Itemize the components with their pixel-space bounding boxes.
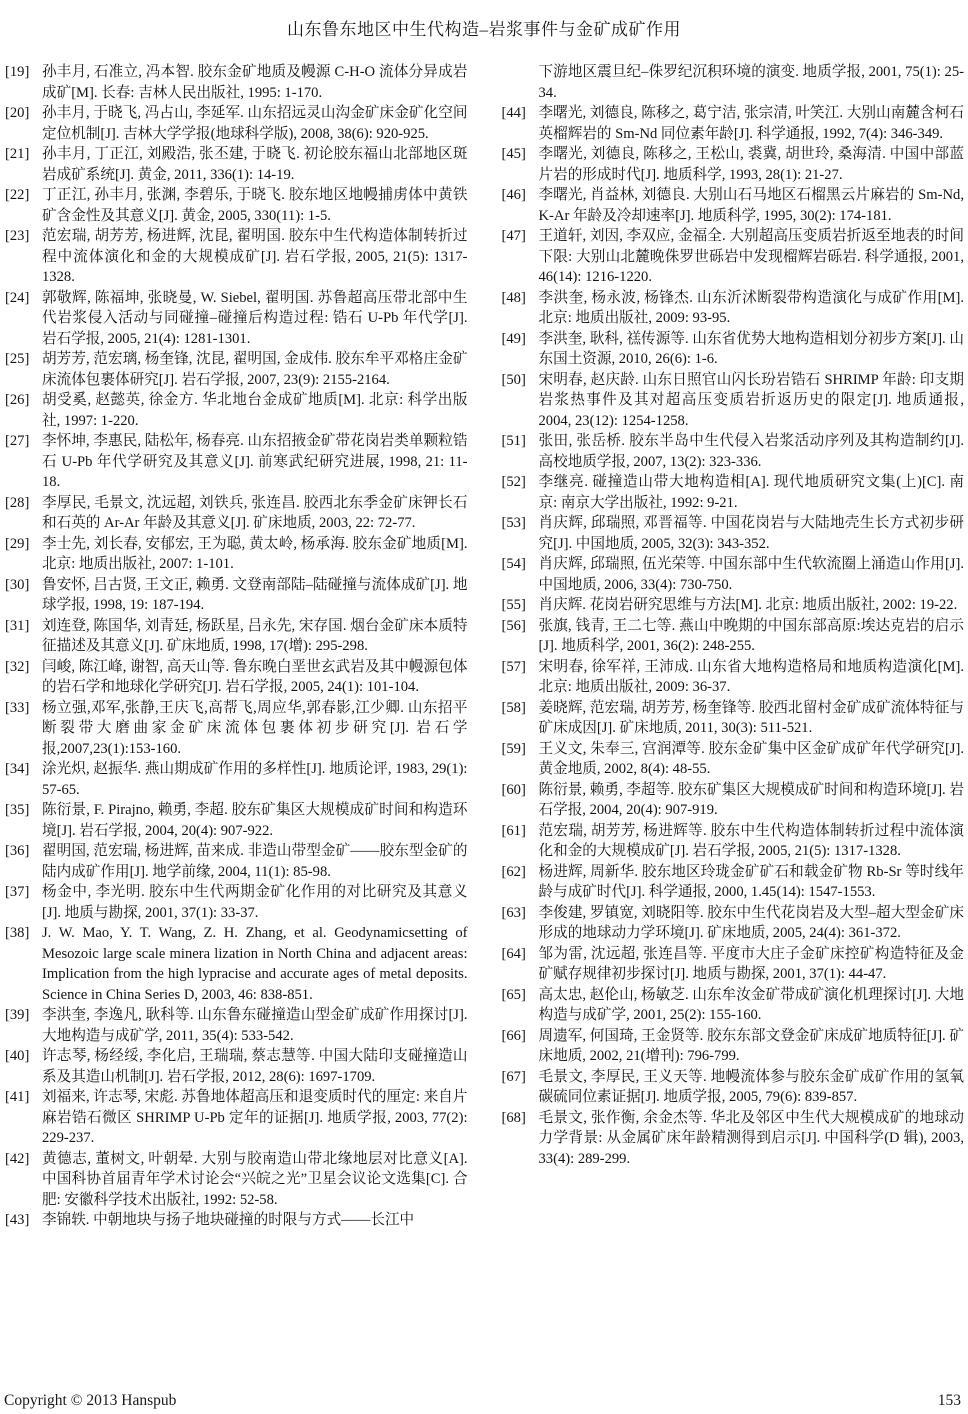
reference-number: [63]: [501, 904, 526, 921]
reference-item: [5, 657, 468, 698]
reference-item: [502, 144, 965, 185]
reference-item: [5, 698, 468, 760]
reference-number: [38]: [5, 925, 30, 941]
reference-item: [502, 821, 965, 862]
reference-number: [55]: [501, 597, 526, 613]
reference-number: [40]: [5, 1048, 30, 1064]
reference-text: 胡受奚, 赵懿英, 徐金方. 华北地台金成矿地质[M]. 北京: 科学出版社, 1997: 1-220.: [42, 392, 468, 429]
reference-text: 李士先, 刘长春, 安郁宏, 王为聪, 黄太岭, 杨承海. 胶东金矿地质[M]. 北京: 地质出版社, 2007: 1-101.: [42, 535, 468, 572]
reference-number: [29]: [5, 535, 30, 552]
reference-number: [42]: [5, 1150, 30, 1167]
reference-text: 李洪奎, 杨永波, 杨锋杰. 山东沂沭断裂带构造演化与成矿作用[M]. 北京: 地质出版社, 2009: 93-95.: [538, 289, 964, 326]
references-columns: [0, 62, 968, 1231]
reference-number: [43]: [5, 1212, 30, 1228]
reference-text: 邹为雷, 沈远超, 张连昌等. 平度市大庄子金矿床控矿构造特征及金矿赋存规律初步探讨[J]. 地质与勘探, 2001, 37(1): 44-47.: [538, 945, 964, 982]
reference-text: 毛景文, 李厚民, 王义天等. 地幔流体参与胶东金矿成矿作用的氢氧碳硫同位素证据[J]. 地质学报, 2005, 79(6): 839-857.: [538, 1068, 964, 1105]
reference-item: [5, 1005, 468, 1046]
reference-item: [5, 185, 468, 226]
reference-item: [502, 554, 965, 595]
reference-number: [23]: [5, 228, 30, 244]
reference-text: 李洪奎, 李逸凡, 耿科等. 山东鲁东碰撞造山型金矿成矿作用探讨[J]. 大地构造与成矿学, 2011, 35(4): 533-542.: [42, 1007, 468, 1044]
copyright-text: Copyright © 2013 Hanspub: [4, 1392, 177, 1409]
reference-number: [50]: [501, 371, 526, 388]
reference-item: [5, 575, 468, 616]
reference-text: 肖庆辉, 邱瑞照, 伍光荣等. 中国东部中生代软流圈上涌造山作用[J]. 中国地质, 2006, 33(4): 730-750.: [538, 556, 964, 593]
reference-number: [62]: [501, 863, 526, 880]
reference-text: 翟明国, 范宏瑞, 杨进辉, 苗来成. 非造山带型金矿——胶东型金矿的陆内成矿作用[J]. 地学前缘, 2004, 11(1): 85-98.: [42, 843, 468, 880]
reference-number: [54]: [501, 556, 526, 572]
reference-text: 许志琴, 杨经绥, 李化启, 王瑞瑞, 蔡志慧等. 中国大陆印支碰撞造山系及其造山机制[J]. 岩石学报, 2012, 28(6): 1697-1709.: [42, 1048, 468, 1085]
reference-number: [66]: [501, 1027, 526, 1044]
reference-text: 刘连登, 陈国华, 刘青廷, 杨跃星, 吕永先, 宋存国. 烟台金矿床本质特征描述及其意义[J]. 矿床地质, 1998, 17(增): 295-298.: [42, 617, 468, 654]
reference-number: [51]: [501, 433, 526, 449]
reference-item: [502, 944, 965, 985]
reference-number: [67]: [501, 1068, 526, 1085]
reference-item: [5, 288, 468, 350]
reference-number: [49]: [501, 330, 526, 347]
reference-text: 肖庆辉, 邱瑞照, 邓晋福等. 中国花岗岩与大陆地壳生长方式初步研究[J]. 中国地质, 2005, 32(3): 343-352.: [538, 515, 964, 552]
reference-number: [56]: [501, 617, 526, 634]
reference-number: [22]: [5, 187, 30, 203]
reference-number: [53]: [501, 515, 526, 531]
reference-text: 张田, 张岳桥. 胶东半岛中生代侵入岩浆活动序列及其构造制约[J]. 高校地质学报, 2007, 13(2): 323-336.: [538, 433, 964, 470]
reference-number: [59]: [501, 740, 526, 757]
reference-item: [502, 513, 965, 554]
reference-item: [502, 739, 965, 780]
reference-text: 高太忠, 赵伦山, 杨敏芝. 山东牟汝金矿带成矿演化机理探讨[J]. 大地构造与成矿学, 2001, 25(2): 155-160.: [538, 986, 964, 1023]
reference-item: [5, 534, 468, 575]
reference-number: [26]: [5, 392, 30, 408]
reference-number: [39]: [5, 1007, 30, 1023]
reference-number: [65]: [501, 986, 526, 1003]
reference-text: 肖庆辉. 花岗岩研究思维与方法[M]. 北京: 地质出版社, 2002: 19-22.: [538, 597, 958, 613]
reference-number: [28]: [5, 494, 30, 511]
reference-item: [5, 431, 468, 493]
reference-item: [502, 985, 965, 1026]
reference-item: [502, 780, 965, 821]
reference-number: [34]: [5, 761, 30, 777]
reference-item: [502, 185, 965, 226]
reference-number: [46]: [501, 187, 526, 203]
reference-item: [5, 1087, 468, 1149]
reference-item: [5, 800, 468, 841]
reference-text: 张旗, 钱青, 王二七等. 燕山中晚期的中国东部高原:埃达克岩的启示[J]. 地质科学, 2001, 36(2): 248-255.: [538, 617, 964, 654]
reference-text: 胡芳芳, 范宏璃, 杨奎锋, 沈昆, 翟明国, 金成伟. 胶东牟平邓格庄金矿床流体包裹体研究[J]. 岩石学报, 2007, 23(9): 2155-2164.: [42, 351, 468, 388]
reference-text: 刘福来, 许志琴, 宋彪. 苏鲁地体超高压和退变质时代的厘定: 来自片麻岩锆石微区 SHRIMP U-Pb 定年的证据[J]. 地质学报, 2003, 77(2): 229-237.: [42, 1089, 468, 1146]
reference-number: [19]: [5, 64, 30, 80]
reference-text: 郭敬辉, 陈福坤, 张晓曼, W. Siebel, 翟明国. 苏鲁超高压带北部中生代岩浆侵入活动与同碰撞–碰撞后构造过程: 锆石 U-Pb 年代学[J]. 岩石学报, 2005, 21(4): 1281-1301.: [42, 289, 468, 347]
reference-text: 涂光炽, 赵振华. 燕山期成矿作用的多样性[J]. 地质论评, 1983, 29(1): 57-65.: [42, 761, 468, 798]
reference-text: 宋明春, 赵庆龄. 山东日照官山闪长玢岩锆石 SHRIMP 年龄: 印支期岩浆热事件及其对超高压变质岩折返历史的限定[J]. 地质通报, 2004, 23(12): 1254-1258.: [538, 371, 964, 429]
reference-text: 李继亮. 碰撞造山带大地构造相[A]. 现代地质研究文集(上)[C]. 南京: 南京大学出版社, 1992: 9-21.: [538, 474, 964, 511]
page-footer: [4, 1392, 961, 1410]
reference-text: 杨立强,邓军,张静,王庆飞,高帮飞,周应华,郭春影,江少卿. 山东招平断裂带大磨曲家金矿床流体包裹体初步研究[J]. 岩石学报,2007,23(1):153-160.: [42, 699, 468, 757]
reference-text: 李俊建, 罗镇宽, 刘晓阳等. 胶东中生代花岗岩及大型–超大型金矿床形成的地球动力学环境[J]. 矿床地质, 2005, 24(4): 361-372.: [538, 904, 964, 941]
reference-text: 闫峻, 陈江峰, 谢智, 高天山等. 鲁东晚白垩世玄武岩及其中幔源包体的岩石学和地球化学研究[J]. 岩石学报, 2005, 24(1): 101-104.: [42, 658, 468, 695]
reference-item: [502, 862, 965, 903]
reference-item: [502, 616, 965, 657]
reference-text: 李锦轶. 中朝地块与扬子地块碰撞的时限与方式——长江中: [42, 1212, 415, 1228]
reference-number: [45]: [501, 146, 526, 162]
reference-number: [60]: [501, 781, 526, 798]
reference-item: [5, 616, 468, 657]
reference-text: 李曙光, 刘德良, 陈移之, 王松山, 裘冀, 胡世玲, 桑海清. 中国中部蓝片岩的形成时代[J]. 地质科学, 1993, 28(1): 21-27.: [538, 146, 964, 183]
reference-text: 孙丰月, 石准立, 冯本智. 胶东金矿地质及幔源 C-H-O 流体分异成岩成矿[M]. 长春: 吉林人民出版社, 1995: 1-170.: [42, 64, 468, 101]
reference-item: [502, 657, 965, 698]
reference-text: 毛景文, 张作衡, 余金杰等. 华北及邻区中生代大规模成矿的地球动力学背景: 从金属矿床年龄精测得到启示[J]. 中国科学(D 辑), 2003, 33(4): 289-299.: [538, 1109, 964, 1167]
page-title: 山东鲁东地区中生代构造–岩浆事件与金矿成矿作用: [287, 20, 681, 39]
reference-text: 李洪奎, 耿科, 禚传源等. 山东省优势大地构造相划分初步方案[J]. 山东国土资源, 2010, 26(6): 1-6.: [538, 330, 964, 367]
reference-item: [5, 62, 468, 103]
reference-item: [502, 595, 965, 616]
reference-text: 宋明春, 徐军祥, 王沛成. 山东省大地构造格局和地质构造演化[M]. 北京: 地质出版社, 2009: 36-37.: [538, 658, 964, 695]
reference-item: [5, 1149, 468, 1211]
reference-number: [25]: [5, 351, 30, 367]
reference-item: [502, 431, 965, 472]
reference-number: [35]: [5, 802, 30, 818]
reference-text: J. W. Mao, Y. T. Wang, Z. H. Zhang, et al. Geodynamicsetting of Mesozoic large scale minera lization in North China and adjacent areas: Implication from the high lypracise and accurate ages of metal deposits. Science in China Series D, 2003, 46: 838-851.: [42, 925, 468, 1003]
reference-number: [41]: [5, 1089, 30, 1105]
reference-text: 李曙光, 肖益林, 刘德良. 大别山石马地区石榴黑云片麻岩的 Sm-Nd, K-Ar 年龄及冷却速率[J]. 地质科学, 1995, 30(2): 174-181.: [538, 187, 964, 224]
reference-item: [5, 1210, 468, 1231]
reference-item: [5, 493, 468, 534]
reference-number: [27]: [5, 433, 30, 449]
reference-text: 陈衍景, 赖勇, 李超等. 胶东矿集区大规模成矿时间和构造环境[J]. 岩石学报, 2004, 20(4): 907-919.: [538, 781, 964, 818]
page-number: 153: [937, 1392, 961, 1409]
reference-text: 丁正江, 孙丰月, 张渊, 李碧乐, 于晓飞. 胶东地区地幔捕虏体中黄铁矿含金性及其意义[J]. 黄金, 2005, 330(11): 1-5.: [42, 187, 468, 224]
reference-item: [502, 370, 965, 432]
reference-item: [5, 841, 468, 882]
reference-number: [21]: [5, 146, 30, 162]
reference-item: [502, 903, 965, 944]
reference-number: [20]: [5, 105, 30, 121]
reference-number: [36]: [5, 843, 30, 859]
reference-text: 范宏瑞, 胡芳芳, 杨进辉等. 胶东中生代构造体制转折过程中流体演化和金的大规模成矿[J]. 岩石学报, 2005, 21(5): 1317-1328.: [538, 822, 964, 859]
reference-item: [5, 1046, 468, 1087]
reference-number: [30]: [5, 576, 30, 593]
reference-number: [57]: [501, 658, 526, 675]
reference-item: [5, 759, 468, 800]
reference-number: [32]: [5, 658, 30, 675]
reference-text: 杨进辉, 周新华. 胶东地区玲珑金矿矿石和载金矿物 Rb-Sr 等时线年龄与成矿时代[J]. 科学通报, 2000, 1.45(14): 1547-1553.: [538, 863, 964, 900]
reference-number: [47]: [501, 228, 526, 244]
reference-text: 姜晓辉, 范宏瑞, 胡芳芳, 杨奎锋等. 胶西北留村金矿成矿流体特征与矿床成因[J]. 矿床地质, 2011, 30(3): 511-521.: [538, 699, 964, 736]
reference-item: [502, 698, 965, 739]
references-column-left: [5, 62, 468, 1231]
reference-item: [502, 62, 965, 103]
reference-item: [502, 226, 965, 288]
reference-item: [5, 103, 468, 144]
reference-text: 陈衍景, F. Pirajno, 赖勇, 李超. 胶东矿集区大规模成矿时间和构造环境[J]. 岩石学报, 2004, 20(4): 907-922.: [42, 802, 468, 839]
reference-text: 杨金中, 李光明. 胶东中生代两期金矿化作用的对比研究及其意义[J]. 地质与勘探, 2001, 37(1): 33-37.: [42, 884, 468, 921]
references-column-right: [502, 62, 965, 1231]
reference-text: 孙丰月, 于晓飞, 冯占山, 李延军. 山东招远灵山沟金矿床金矿化空间定位机制[J]. 吉林大学学报(地球科学版), 2008, 38(6): 920-925.: [42, 105, 468, 142]
reference-item: [5, 882, 468, 923]
reference-number: [33]: [5, 699, 30, 716]
reference-text: 李曙光, 刘德良, 陈移之, 葛宁洁, 张宗清, 叶笑江. 大别山南麓含柯石英榴辉岩的 Sm-Nd 同位素年龄[J]. 科学通报, 1992, 7(4): 346-349.: [538, 105, 964, 142]
reference-number: [68]: [501, 1109, 526, 1126]
reference-text: 王道轩, 刘因, 李双应, 金福全. 大别超高压变质岩折返至地表的时间下限: 大别山北麓晚侏罗世砾岩中发现榴辉岩砾岩. 科学通报, 2001, 46(14): 1216-1220.: [538, 228, 964, 285]
reference-item: [502, 329, 965, 370]
reference-text: 鲁安怀, 吕古贤, 王文正, 赖勇. 文登南部陆–陆碰撞与流体成矿[J]. 地球学报, 1998, 19: 187-194.: [42, 576, 468, 613]
reference-item: [502, 1067, 965, 1108]
reference-number: [48]: [501, 289, 526, 306]
reference-item: [502, 1108, 965, 1170]
reference-text: 孙丰月, 丁正江, 刘殿浩, 张丕建, 于晓飞. 初论胶东福山北部地区斑岩成矿系统[J]. 黄金, 2011, 336(1): 14-19.: [42, 146, 468, 183]
reference-item: [5, 349, 468, 390]
reference-number: [58]: [501, 699, 526, 716]
reference-text: 黄德志, 董树文, 叶朝晕. 大别与胶南造山带北缘地层对比意义[A]. 中国科协首届青年学术讨论会“兴皖之光”卫星会议论文选集[C]. 合肥: 安徽科学技术出版社, 1992: 52-58.: [42, 1150, 468, 1208]
reference-number: [64]: [501, 945, 526, 962]
reference-number: [61]: [501, 822, 526, 839]
reference-item: [5, 226, 468, 288]
reference-item: [5, 923, 468, 1005]
reference-text: 周遗军, 何国琦, 王金贤等. 胶东东部文登金矿床成矿地质特征[J]. 矿床地质, 2002, 21(增刊): 796-799.: [538, 1027, 964, 1064]
reference-number: [24]: [5, 289, 30, 306]
reference-text: 下游地区震旦纪–侏罗纪沉积环境的演变. 地质学报, 2001, 75(1): 25-34.: [538, 64, 964, 101]
reference-item: [5, 144, 468, 185]
reference-text: 李厚民, 毛景文, 沈远超, 刘铁兵, 张连昌. 胶西北东季金矿床钾长石和石英的 Ar-Ar 年龄及其意义[J]. 矿床地质, 2003, 22: 72-77.: [42, 494, 468, 531]
reference-item: [502, 288, 965, 329]
reference-item: [502, 103, 965, 144]
reference-item: [502, 1026, 965, 1067]
reference-number: [44]: [501, 105, 526, 121]
reference-number: [52]: [501, 474, 526, 490]
reference-item: [502, 472, 965, 513]
reference-text: 王义文, 朱奉三, 宫润潭等. 胶东金矿集中区金矿成矿年代学研究[J]. 黄金地质, 2002, 8(4): 48-55.: [538, 740, 964, 777]
reference-number: [31]: [5, 617, 30, 634]
reference-text: 李怀坤, 李惠民, 陆松年, 杨春亮. 山东招掖金矿带花岗岩类单颗粒锆石 U-Pb 年代学研究及其意义[J]. 前寒武纪研究进展, 1998, 21: 11-18.: [42, 433, 468, 490]
reference-text: 范宏瑞, 胡芳芳, 杨进辉, 沈昆, 翟明国. 胶东中生代构造体制转折过程中流体演化和金的大规模成矿[J]. 岩石学报, 2005, 21(5): 1317-1328.: [42, 228, 468, 285]
reference-item: [5, 390, 468, 431]
reference-number: [37]: [5, 884, 30, 900]
